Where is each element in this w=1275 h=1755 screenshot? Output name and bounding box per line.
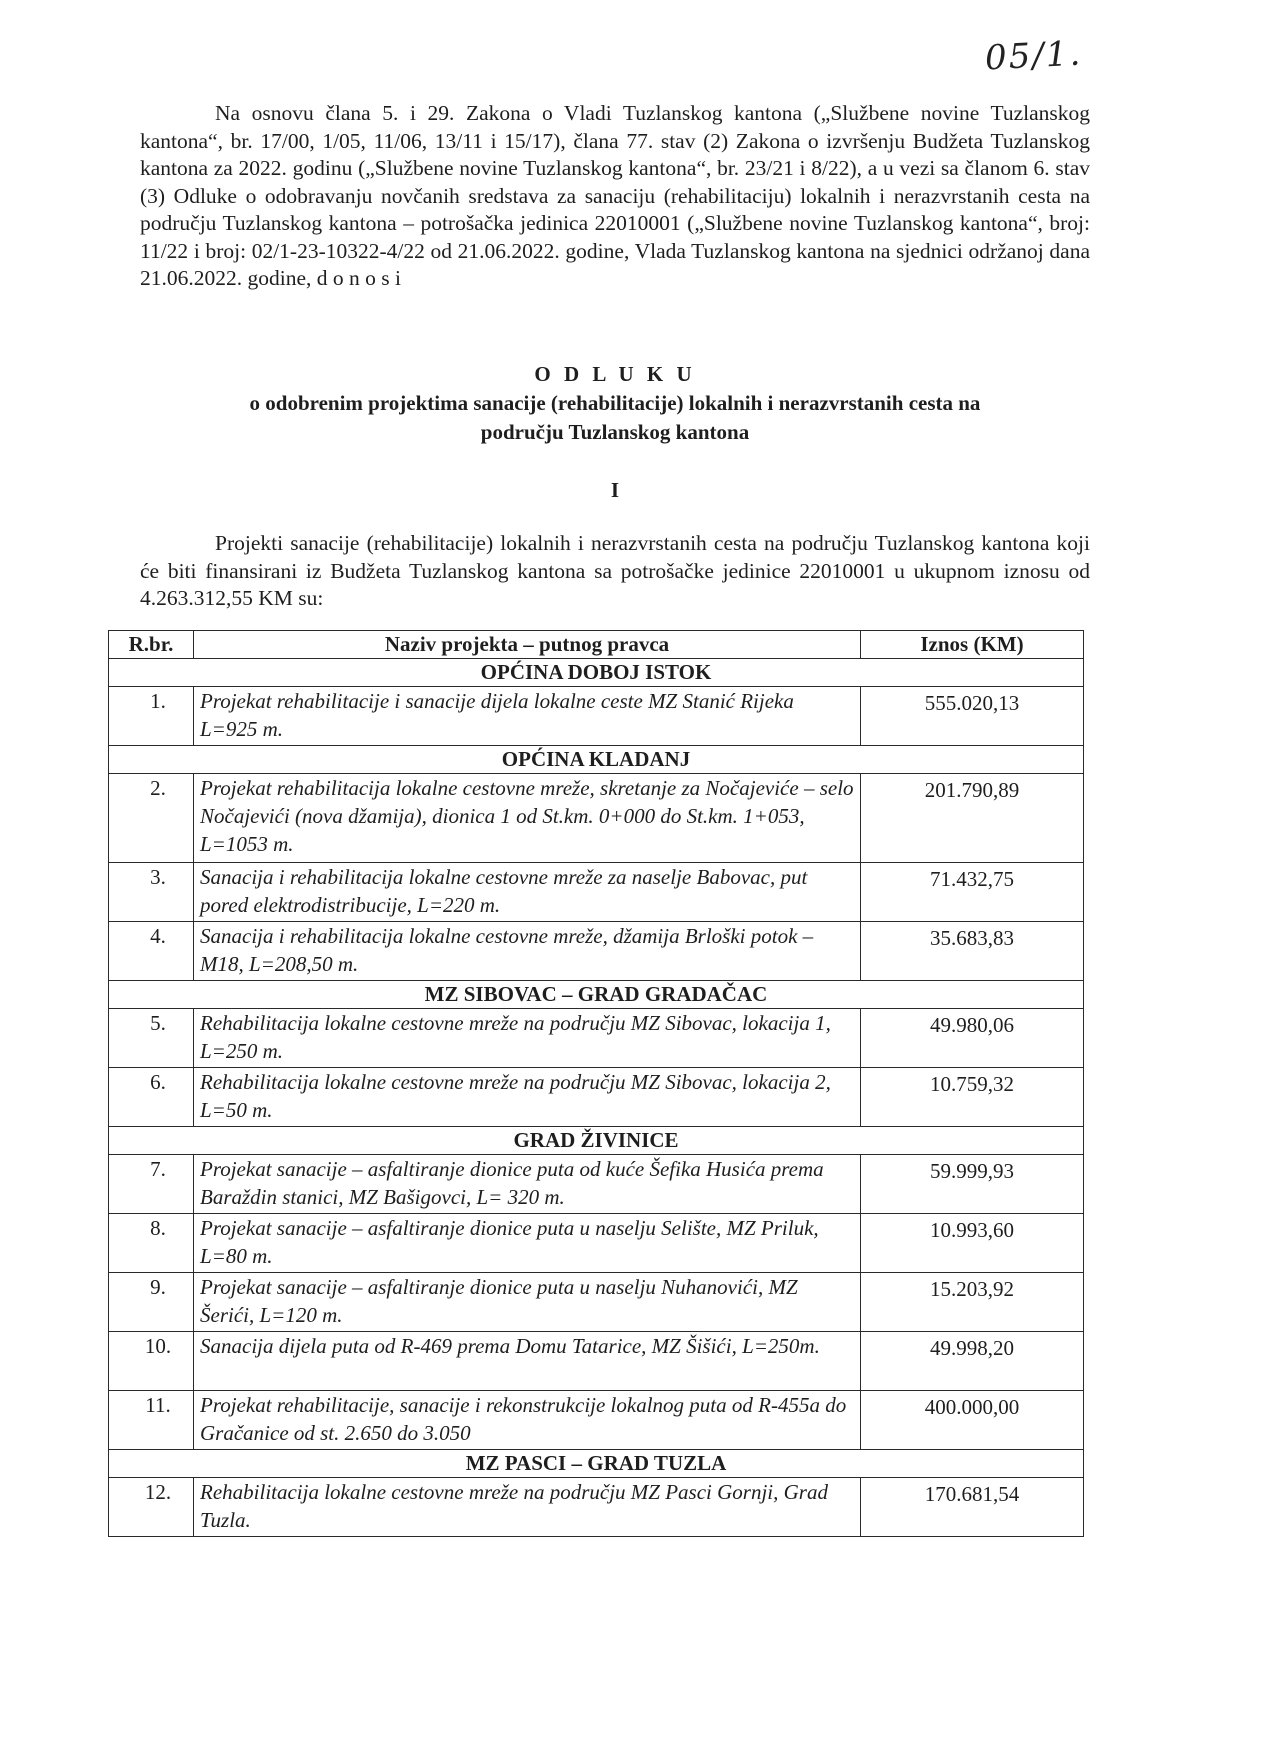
- row-project-name: Sanacija dijela puta od R-469 prema Domu Tatarice, MZ Šišići, L=250m.: [194, 1332, 861, 1391]
- group-row: [109, 981, 1084, 1009]
- table-row: [109, 1068, 1084, 1127]
- table-row: [109, 1332, 1084, 1391]
- table-row: [109, 687, 1084, 746]
- row-project-name: Projekat rehabilitacije, sanacije i rekonstrukcije lokalnog puta od R-455a do Gračanice od st. 2.650 do 3.050: [194, 1391, 861, 1450]
- row-project-name: Sanacija i rehabilitacija lokalne cestovne mreže, džamija Brloški potok – M18, L=208,50 m.: [194, 922, 861, 981]
- projects-table: [108, 630, 1084, 1537]
- group-row: [109, 1127, 1084, 1155]
- row-amount: 555.020,13: [861, 687, 1084, 746]
- row-number: 4.: [109, 922, 194, 981]
- row-number: 10.: [109, 1332, 194, 1391]
- table-row: [109, 863, 1084, 922]
- group-title: GRAD ŽIVINICE: [109, 1127, 1084, 1155]
- row-number: 12.: [109, 1478, 194, 1537]
- row-number: 5.: [109, 1009, 194, 1068]
- header-amount: Iznos (KM): [861, 631, 1084, 659]
- row-amount: 71.432,75: [861, 863, 1084, 922]
- group-title: MZ PASCI – GRAD TUZLA: [109, 1450, 1084, 1478]
- row-number: 9.: [109, 1273, 194, 1332]
- section-paragraph: Projekti sanacije (rehabilitacije) lokalnih i nerazvrstanih cesta na području Tuzlanskog kantona koji će biti finansirani iz Budžeta Tuzlanskog kantona sa potrošačke jedinice 22010001 u ukupnom iznosu od 4.263.312,55 KM su:: [140, 531, 1090, 610]
- table-header-row: [109, 631, 1084, 659]
- row-project-name: Projekat sanacije – asfaltiranje dionice puta od kuće Šefika Husića prema Baraždin stanici, MZ Bašigovci, L= 320 m.: [194, 1155, 861, 1214]
- group-row: [109, 746, 1084, 774]
- row-project-name: Projekat rehabilitacija lokalne cestovne mreže, skretanje za Nočajeviće – selo Nočajevići (nova džamija), dionica 1 od St.km. 0+000 do St.km. 1+053, L=1053 m.: [194, 774, 861, 863]
- header-number: R.br.: [109, 631, 194, 659]
- row-project-name: Sanacija i rehabilitacija lokalne cestovne mreže za naselje Babovac, put pored elektrodistribucije, L=220 m.: [194, 863, 861, 922]
- table-row: [109, 1273, 1084, 1332]
- row-number: 11.: [109, 1391, 194, 1450]
- row-amount: 400.000,00: [861, 1391, 1084, 1450]
- row-number: 6.: [109, 1068, 194, 1127]
- row-amount: 10.759,32: [861, 1068, 1084, 1127]
- table-row: [109, 1214, 1084, 1273]
- title-line-2: području Tuzlanskog kantona: [480, 420, 750, 444]
- decision-title: [140, 360, 1090, 447]
- row-number: 1.: [109, 687, 194, 746]
- row-amount: 59.999,93: [861, 1155, 1084, 1214]
- table-row: [109, 1155, 1084, 1214]
- row-amount: 49.980,06: [861, 1009, 1084, 1068]
- row-amount: 10.993,60: [861, 1214, 1084, 1273]
- row-number: 8.: [109, 1214, 194, 1273]
- row-amount: 35.683,83: [861, 922, 1084, 981]
- title-main: O D L U K U: [534, 362, 696, 386]
- row-amount: 49.998,20: [861, 1332, 1084, 1391]
- group-title: OPĆINA DOBOJ ISTOK: [109, 659, 1084, 687]
- table-row: [109, 1009, 1084, 1068]
- header-project-name: Naziv projekta – putnog pravca: [194, 631, 861, 659]
- table-row: [109, 774, 1084, 863]
- row-project-name: Projekat rehabilitacije i sanacije dijela lokalne ceste MZ Stanić Rijeka L=925 m.: [194, 687, 861, 746]
- intro-paragraph: Na osnovu člana 5. i 29. Zakona o Vladi Tuzlanskog kantona („Službene novine Tuzlanskog kantona“, br. 17/00, 1/05, 11/06, 13/11 i 15/17), člana 77. stav (2) Zakona o izvršenju Budžeta Tuzlanskog kantona za 2022. godinu („Službene novine Tuzlanskog kantona“, br. 23/21 i 8/22), a u vezi sa članom 6. stav (3) Odluke o odobravanju novčanih sredstava za sanaciju (rehabilitaciju) lokalnih i nerazvrstanih cesta na području Tuzlanskog kantona – potrošačka jedinica 22010001 („Službene novine Tuzlanskog kantona“, broj: 11/22 i broj: 02/1-23-10322-4/22 od 21.06.2022. godine, Vlada Tuzlanskog kantona na sjednici održanoj dana 21.06.2022. godine, d o n o s i: [140, 101, 1090, 290]
- table-row: [109, 1391, 1084, 1450]
- title-line-1: o odobrenim projektima sanacije (rehabilitacije) lokalnih i nerazvrstanih cesta na: [249, 391, 981, 415]
- group-title: MZ SIBOVAC – GRAD GRADAČAC: [109, 981, 1084, 1009]
- row-project-name: Rehabilitacija lokalne cestovne mreže na području MZ Sibovac, lokacija 2, L=50 m.: [194, 1068, 861, 1127]
- row-number: 2.: [109, 774, 194, 863]
- handwritten-page-number: 05/1.: [984, 33, 1084, 79]
- table-row: [109, 1478, 1084, 1537]
- row-amount: 201.790,89: [861, 774, 1084, 863]
- row-amount: 170.681,54: [861, 1478, 1084, 1537]
- row-project-name: Projekat sanacije – asfaltiranje dionice puta u naselju Selište, MZ Priluk, L=80 m.: [194, 1214, 861, 1273]
- section-number: I: [610, 478, 620, 502]
- row-number: 3.: [109, 863, 194, 922]
- group-title: OPĆINA KLADANJ: [109, 746, 1084, 774]
- row-project-name: Rehabilitacija lokalne cestovne mreže na području MZ Sibovac, lokacija 1, L=250 m.: [194, 1009, 861, 1068]
- group-row: [109, 1450, 1084, 1478]
- table-row: [109, 922, 1084, 981]
- row-amount: 15.203,92: [861, 1273, 1084, 1332]
- row-number: 7.: [109, 1155, 194, 1214]
- row-project-name: Projekat sanacije – asfaltiranje dionice puta u naselju Nuhanovići, MZ Šerići, L=120 m.: [194, 1273, 861, 1332]
- group-row: [109, 659, 1084, 687]
- row-project-name: Rehabilitacija lokalne cestovne mreže na području MZ Pasci Gornji, Grad Tuzla.: [194, 1478, 861, 1537]
